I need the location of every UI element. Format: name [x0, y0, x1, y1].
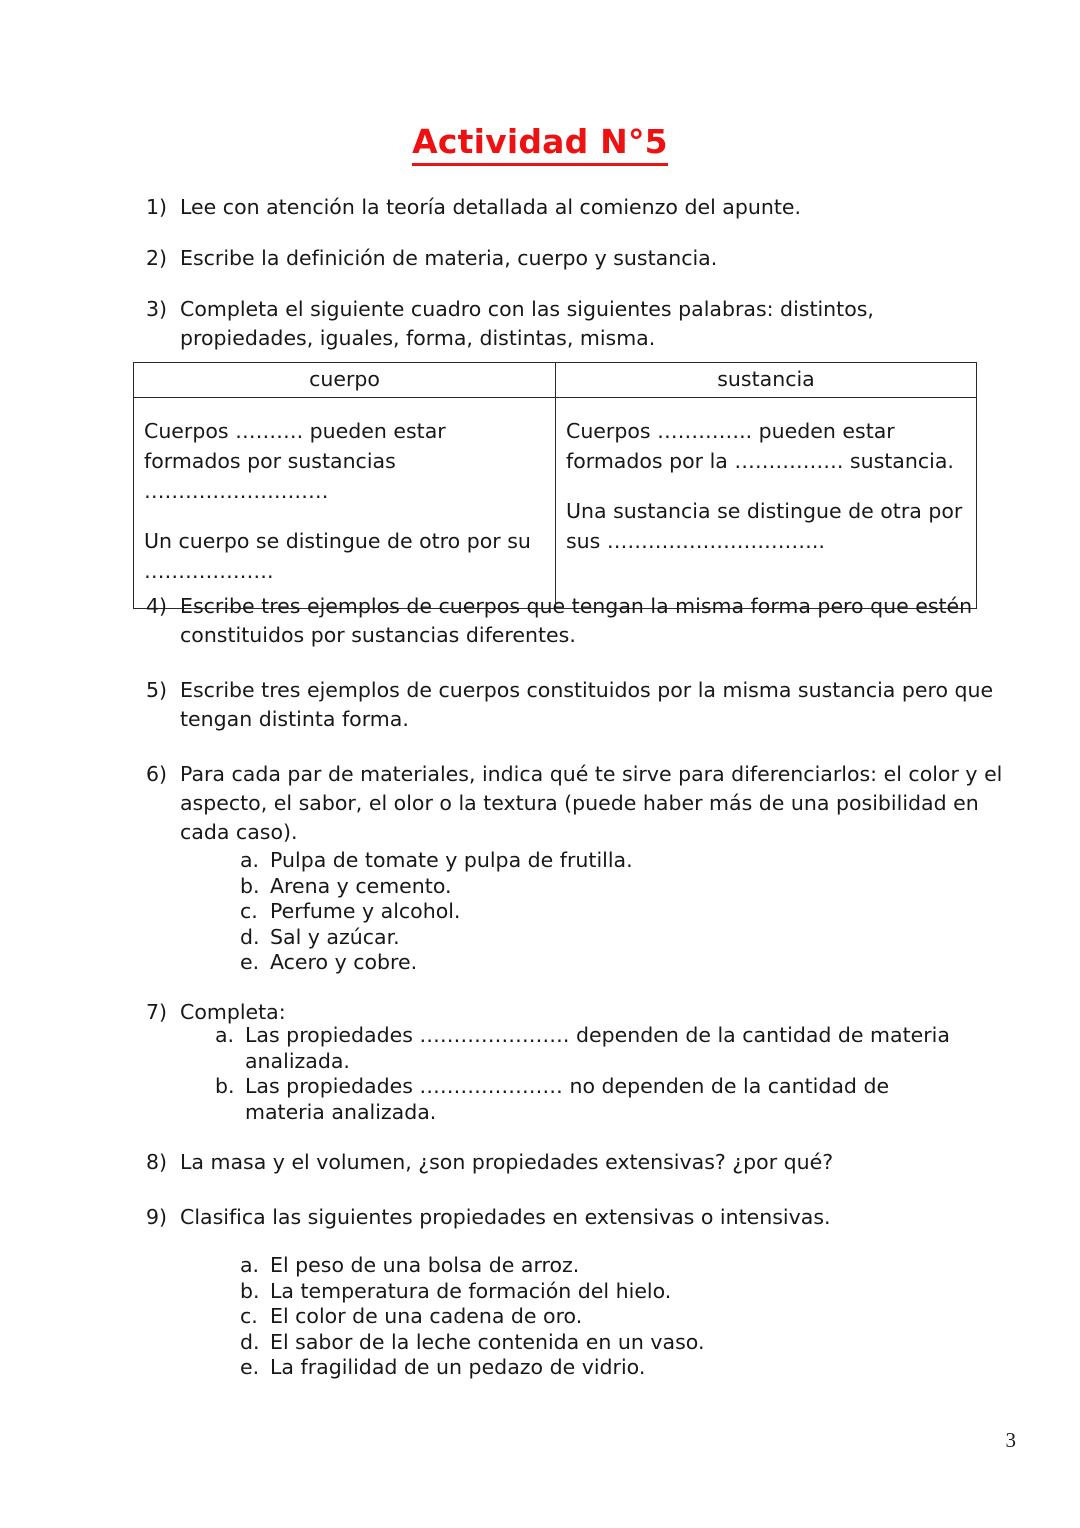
list-item [240, 899, 940, 925]
question-item-5 [146, 676, 1006, 734]
question-text: Para cada par de materiales, indica qué te sirve para diferenciarlos: el color y el aspecto, el sabor, el olor o la textura (puede haber más de una posibilidad en cada caso). [180, 762, 1003, 844]
question-item-9 [146, 1203, 1006, 1232]
question-number: 1) [146, 195, 168, 219]
question-item-3 [146, 295, 1006, 353]
option-text: El peso de una bolsa de arroz. [270, 1253, 580, 1277]
option-marker: b. [215, 1074, 235, 1098]
list-item [240, 1279, 940, 1305]
list-item [240, 1304, 940, 1330]
fill-in-blank-line: Cuerpos ………. pueden estar formados por sustancias ……………………… [144, 419, 446, 503]
list-item [240, 848, 940, 874]
question-item-4 [146, 592, 1006, 650]
question-number: 7) [146, 1000, 168, 1024]
list-item [215, 1074, 955, 1125]
question-number: 5) [146, 678, 168, 702]
table-cell-sustancia [556, 398, 977, 609]
option-text: Las propiedades …………………. dependen de la cantidad de materia analizada. [245, 1023, 950, 1073]
option-marker: d. [240, 924, 260, 949]
question-9-options [240, 1253, 940, 1381]
option-text: Perfume y alcohol. [270, 899, 461, 923]
list-item [240, 950, 940, 976]
option-marker: c. [240, 899, 258, 923]
table-header-cuerpo: cuerpo [134, 363, 556, 398]
question-text: Lee con atención la teoría detallada al comienzo del apunte. [180, 195, 802, 219]
option-marker: d. [240, 1329, 260, 1354]
table-header-row [134, 363, 977, 398]
list-item [240, 874, 940, 900]
questions-group-2 [146, 592, 1006, 855]
table-row [134, 398, 977, 609]
question-text: Completa: [180, 1000, 286, 1024]
option-marker: c. [240, 1304, 258, 1328]
questions-group-4 [146, 1148, 1006, 1232]
option-marker: a. [240, 848, 260, 872]
page-title-text: Actividad N°5 [412, 122, 668, 166]
list-item [215, 1023, 955, 1074]
cuerpo-sustancia-table [133, 362, 977, 609]
list-item [240, 1355, 940, 1381]
fill-in-blank-line: Un cuerpo se distingue de otro por su ………………. [144, 529, 531, 583]
question-item-8 [146, 1148, 1006, 1177]
question-7-options [215, 1023, 955, 1125]
option-text: Acero y cobre. [270, 950, 418, 974]
option-text: Pulpa de tomate y pulpa de frutilla. [270, 848, 633, 872]
option-text: El color de una cadena de oro. [270, 1304, 583, 1328]
option-text: Sal y azúcar. [270, 924, 400, 949]
fill-in-blank-line: Una sustancia se distingue de otra por sus ………………………….. [566, 499, 963, 553]
question-text: Completa el siguiente cuadro con las siguientes palabras: distintos, propiedades, iguales, forma, distintas, misma. [180, 297, 874, 350]
question-6-options [240, 848, 940, 976]
question-item-6 [146, 760, 1006, 847]
option-marker: e. [240, 950, 260, 974]
question-number: 3) [146, 297, 168, 321]
page-number: 3 [1005, 1428, 1016, 1452]
fill-in-blank-line: Cuerpos ………….. pueden estar formados por la ……………. sustancia. [566, 419, 954, 473]
question-text: Clasifica las siguientes propiedades en extensivas o intensivas. [180, 1205, 831, 1229]
list-item [240, 925, 940, 951]
option-marker: b. [240, 1278, 260, 1303]
question-text: La masa y el volumen, ¿son propiedades extensivas? ¿por qué? [180, 1150, 834, 1174]
option-marker: a. [215, 1023, 235, 1047]
option-marker: b. [240, 873, 260, 898]
question-number: 4) [146, 594, 168, 618]
question-number: 8) [146, 1150, 168, 1174]
question-text: Escribe la definición de materia, cuerpo y sustancia. [180, 246, 718, 270]
question-text: Escribe tres ejemplos de cuerpos constituidos por la misma sustancia pero que tengan distinta forma. [180, 678, 994, 731]
list-item [240, 1253, 940, 1279]
question-number: 9) [146, 1205, 168, 1229]
question-number: 2) [146, 246, 168, 270]
option-marker: a. [240, 1253, 260, 1277]
option-text: El sabor de la leche contenida en un vaso. [270, 1329, 705, 1354]
option-text: Las propiedades ………………… no dependen de la cantidad de materia analizada. [245, 1074, 890, 1124]
question-item-2 [146, 244, 1006, 273]
option-marker: e. [240, 1355, 260, 1379]
option-text: Arena y cemento. [270, 873, 452, 898]
question-text: Escribe tres ejemplos de cuerpos que tengan la misma forma pero que estén constituidos por sustancias diferentes. [180, 594, 973, 647]
questions-group-1 [146, 193, 1006, 375]
list-item [240, 1330, 940, 1356]
table-cell-cuerpo [134, 398, 556, 609]
page-title [0, 122, 1080, 166]
option-text: La fragilidad de un pedazo de vidrio. [270, 1355, 646, 1379]
question-number: 6) [146, 762, 168, 786]
table-header-sustancia: sustancia [556, 363, 977, 398]
option-text: La temperatura de formación del hielo. [270, 1278, 672, 1303]
question-item-1 [146, 193, 1006, 222]
